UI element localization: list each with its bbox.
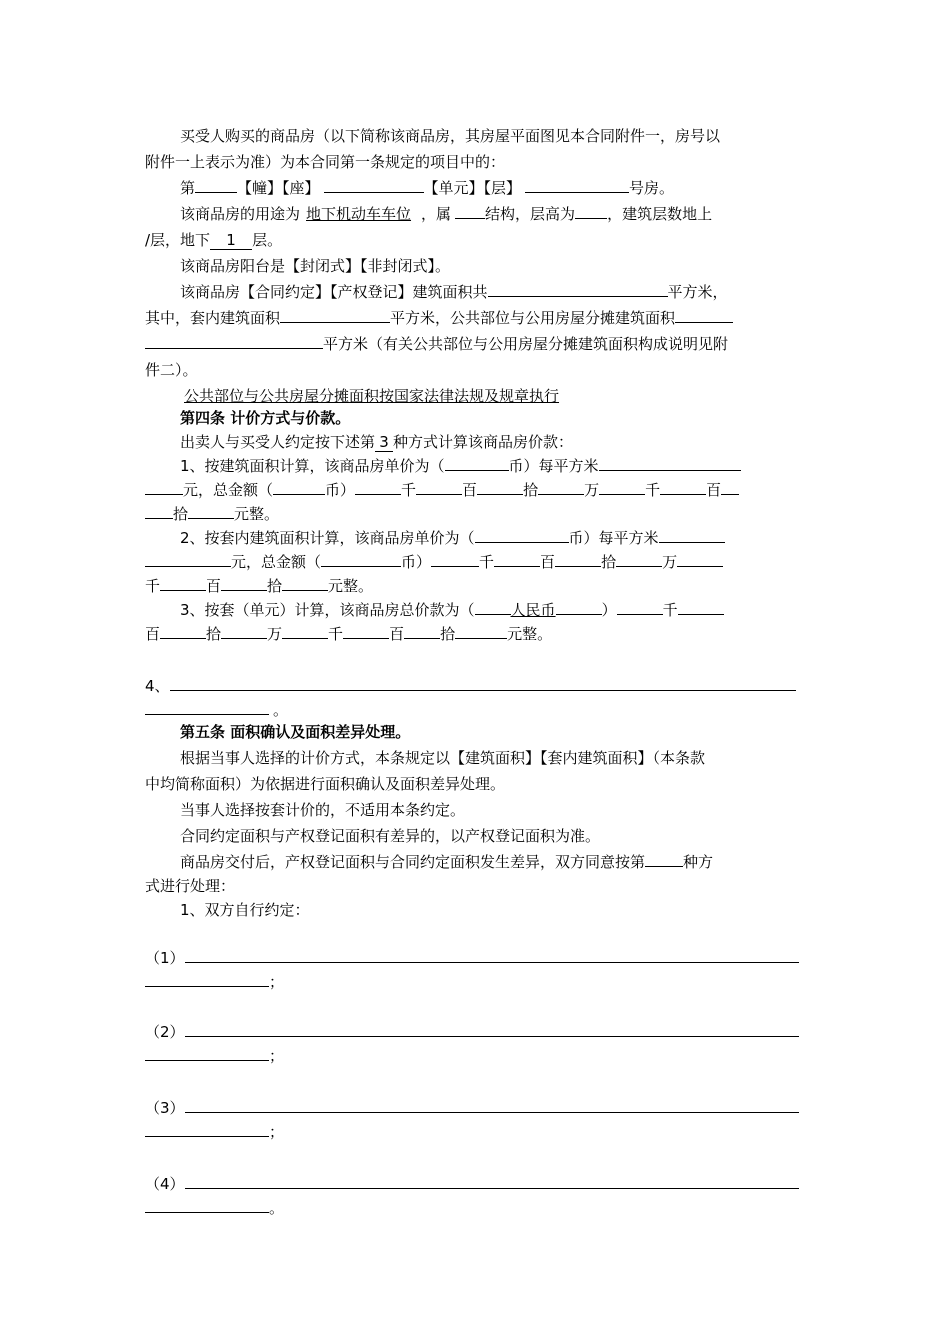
text: 拾 xyxy=(267,577,283,595)
blank-field[interactable] xyxy=(416,479,462,495)
method-2 xyxy=(0,526,950,550)
text: 1、按建筑面积计算，该商品房单价为（ xyxy=(180,457,445,475)
paragraph-line xyxy=(0,306,950,330)
item-2 xyxy=(0,1020,950,1044)
blank-field[interactable] xyxy=(282,623,328,639)
blank-field[interactable] xyxy=(185,947,799,963)
text: 千 xyxy=(145,577,161,595)
text: 元整。 xyxy=(507,625,553,643)
blank-field[interactable] xyxy=(160,575,206,591)
text: 该商品房的用途为 xyxy=(180,205,301,223)
blank-field[interactable] xyxy=(599,479,645,495)
blank-field[interactable] xyxy=(145,503,173,519)
text: 百 xyxy=(389,625,405,643)
method-4 xyxy=(0,674,950,698)
item-number: （1） xyxy=(145,949,185,967)
paragraph-line xyxy=(0,574,950,598)
blank-field[interactable] xyxy=(273,479,325,495)
text: 种方 xyxy=(683,853,714,871)
text: 百 xyxy=(540,553,556,571)
blank-field[interactable] xyxy=(282,575,328,591)
paragraph-line xyxy=(0,898,950,922)
paragraph-line xyxy=(0,970,950,994)
blank-field[interactable] xyxy=(170,675,796,691)
currency-value: 人民币 xyxy=(510,601,556,619)
text: 平方米， xyxy=(667,283,728,301)
text: 元整。 xyxy=(328,577,374,595)
paragraph-line xyxy=(0,798,950,822)
floors-below-value: 1 xyxy=(210,231,252,250)
blank-field[interactable] xyxy=(145,1045,269,1061)
blank-field[interactable] xyxy=(280,307,390,323)
blank-field[interactable] xyxy=(195,177,237,193)
blank-field[interactable] xyxy=(355,479,401,495)
text: 出卖人与买受人约定按下述第 xyxy=(180,433,376,451)
text: 币）每平方米 xyxy=(568,529,659,547)
blank-field[interactable] xyxy=(525,177,629,193)
text: 平方米（有关公共部位与公用房屋分摊建筑面积构成说明见附 xyxy=(323,335,729,353)
blank-field[interactable] xyxy=(599,455,741,471)
text: 种方式计算该商品房价款： xyxy=(393,433,574,451)
text: 【单元】【层】 xyxy=(423,179,522,197)
paragraph-room-number xyxy=(0,176,950,200)
paragraph-usage xyxy=(0,202,950,226)
text: 该商品房阳台是【封闭式】【非封闭式】。 xyxy=(180,257,451,275)
text: 4、 xyxy=(145,677,170,695)
text: 万 xyxy=(267,625,283,643)
text: 万 xyxy=(584,481,600,499)
blank-field[interactable] xyxy=(343,623,389,639)
paragraph-line xyxy=(0,502,950,526)
blank-field[interactable] xyxy=(575,203,607,219)
text: 币） xyxy=(325,481,356,499)
paragraph-line xyxy=(0,850,950,874)
paragraph-line xyxy=(0,332,950,356)
text: /层，地下 xyxy=(145,231,211,249)
blank-field[interactable] xyxy=(185,1021,799,1037)
text: ； xyxy=(269,1047,285,1065)
blank-field[interactable] xyxy=(721,479,739,495)
paragraph-line xyxy=(0,622,950,646)
text: ，属 xyxy=(421,205,452,223)
text: 合同约定面积与产权登记面积有差异的，以产权登记面积为准。 xyxy=(180,827,601,845)
item-1 xyxy=(0,946,950,970)
blank-field[interactable] xyxy=(675,307,733,323)
text: 2、按套内建筑面积计算，该商品房单价为（ xyxy=(180,529,475,547)
blank-field[interactable] xyxy=(445,455,509,471)
paragraph-public-area xyxy=(0,384,950,408)
blank-field[interactable] xyxy=(538,479,584,495)
blank-field[interactable] xyxy=(145,971,269,987)
blank-field[interactable] xyxy=(477,479,523,495)
blank-field[interactable] xyxy=(145,1121,269,1137)
blank-field[interactable] xyxy=(555,551,601,567)
item-number: （2） xyxy=(145,1023,185,1041)
text: 商品房交付后，产权登记面积与合同约定面积发生差异，双方同意按第 xyxy=(180,853,646,871)
text: 根据当事人选择的计价方式，本条规定以【建筑面积】【套内建筑面积】（本条款 xyxy=(180,749,706,767)
paragraph-line xyxy=(0,698,950,722)
text: 拾 xyxy=(440,625,456,643)
text: 买受人购买的商品房（以下简称该商品房，其房屋平面图见本合同附件一，房号以 xyxy=(180,127,721,145)
text: 元整。 xyxy=(234,505,280,523)
text: 元，总金额（ xyxy=(231,553,322,571)
text: 。 xyxy=(269,1199,285,1217)
text: 1、双方自行约定： xyxy=(180,901,310,919)
text: ，建筑层数地上 xyxy=(607,205,713,223)
blank-field[interactable] xyxy=(324,177,424,193)
paragraph-line xyxy=(0,550,950,574)
blank-field[interactable] xyxy=(160,623,206,639)
text: 第 xyxy=(180,179,196,197)
text: 。 xyxy=(273,701,289,719)
blank-field[interactable] xyxy=(145,1197,269,1213)
text: ； xyxy=(269,1123,285,1141)
paragraph-line xyxy=(0,772,950,796)
text: 拾 xyxy=(206,625,222,643)
paragraph-purchase xyxy=(0,124,950,148)
blank-field[interactable] xyxy=(645,851,683,867)
text: 币） xyxy=(401,553,432,571)
blank-field[interactable] xyxy=(677,551,723,567)
text: 拾 xyxy=(173,505,189,523)
heading-text: 第四条 计价方式与价款。 xyxy=(180,409,351,427)
paragraph-line xyxy=(0,1196,950,1220)
blank-field[interactable] xyxy=(221,623,267,639)
blank-field[interactable] xyxy=(221,575,267,591)
text: ） xyxy=(601,601,617,619)
paragraph-area xyxy=(0,280,950,304)
blank-field[interactable] xyxy=(659,527,725,543)
text: 百 xyxy=(462,481,478,499)
blank-field[interactable] xyxy=(678,599,724,615)
text: 万 xyxy=(662,553,678,571)
text: 百 xyxy=(206,577,222,595)
blank-field[interactable] xyxy=(188,503,234,519)
paragraph-line xyxy=(0,1120,950,1144)
text: 其中，套内建筑面积 xyxy=(145,309,281,327)
text: 千 xyxy=(662,601,678,619)
text: 元，总金额（ xyxy=(183,481,274,499)
text: 平方米，公共部位与公用房屋分摊建筑面积 xyxy=(390,309,676,327)
text: 号房。 xyxy=(629,179,675,197)
article-5-heading xyxy=(0,720,950,744)
blank-field[interactable] xyxy=(431,551,479,567)
item-number: （3） xyxy=(145,1099,185,1117)
blank-field[interactable] xyxy=(185,1173,799,1189)
blank-field[interactable] xyxy=(185,1097,799,1113)
paragraph-line xyxy=(0,358,950,382)
paragraph-line xyxy=(0,228,950,252)
text: 中均简称面积）为依据进行面积确认及面积差异处理。 xyxy=(145,775,506,793)
blank-field[interactable] xyxy=(617,599,663,615)
text: 该商品房【合同约定】【产权登记】建筑面积共 xyxy=(180,283,488,301)
article-4-intro xyxy=(0,430,950,454)
blank-field[interactable] xyxy=(616,551,662,567)
text: 千 xyxy=(401,481,417,499)
text: 拾 xyxy=(601,553,617,571)
item-4 xyxy=(0,1172,950,1196)
blank-field[interactable] xyxy=(475,527,569,543)
article-4-heading xyxy=(0,406,950,430)
item-3 xyxy=(0,1096,950,1120)
heading-text: 第五条 面积确认及面积差异处理。 xyxy=(180,723,411,741)
text: 当事人选择按套计价的，不适用本条约定。 xyxy=(180,801,466,819)
blank-field[interactable] xyxy=(145,479,183,495)
method-1 xyxy=(0,454,950,478)
text: 币）每平方米 xyxy=(508,457,599,475)
text: 百 xyxy=(145,625,161,643)
text: 件二）。 xyxy=(145,361,198,379)
text: 附件一上表示为准）为本合同第一条规定的项目中的： xyxy=(145,153,506,171)
paragraph-line xyxy=(0,150,950,174)
blank-field[interactable] xyxy=(455,203,485,219)
blank-field[interactable] xyxy=(404,623,440,639)
blank-field[interactable] xyxy=(556,599,602,615)
text: 式进行处理： xyxy=(145,877,236,895)
text: 拾 xyxy=(523,481,539,499)
item-number: （4） xyxy=(145,1175,185,1193)
blank-field[interactable] xyxy=(455,623,507,639)
paragraph-line xyxy=(0,824,950,848)
text: 3、按套（单元）计算，该商品房总价款为（ xyxy=(180,601,475,619)
blank-field[interactable] xyxy=(145,699,269,715)
blank-field[interactable] xyxy=(488,281,668,297)
blank-field[interactable] xyxy=(475,599,511,615)
method-number: 3 xyxy=(375,433,393,452)
text: 千 xyxy=(645,481,661,499)
text: 公共部位与公共房屋分摊面积按国家法律法规及规章执行 xyxy=(184,387,560,405)
text: 百 xyxy=(706,481,722,499)
text: 层。 xyxy=(252,231,283,249)
text: 千 xyxy=(479,553,495,571)
blank-field[interactable] xyxy=(321,551,401,567)
text: ； xyxy=(269,973,285,991)
text: 结构，层高为 xyxy=(485,205,576,223)
paragraph-line xyxy=(0,874,950,898)
blank-field[interactable] xyxy=(494,551,540,567)
blank-field[interactable] xyxy=(145,333,323,349)
paragraph-line xyxy=(0,478,950,502)
paragraph-balcony xyxy=(0,254,950,278)
text: 【幢】【座】 xyxy=(237,179,320,197)
usage-value: 地下机动车车位 xyxy=(306,205,412,223)
blank-field[interactable] xyxy=(660,479,706,495)
paragraph-line xyxy=(0,1044,950,1068)
method-3 xyxy=(0,598,950,622)
text: 千 xyxy=(328,625,344,643)
article-5-paragraph xyxy=(0,746,950,770)
blank-field[interactable] xyxy=(145,551,231,567)
